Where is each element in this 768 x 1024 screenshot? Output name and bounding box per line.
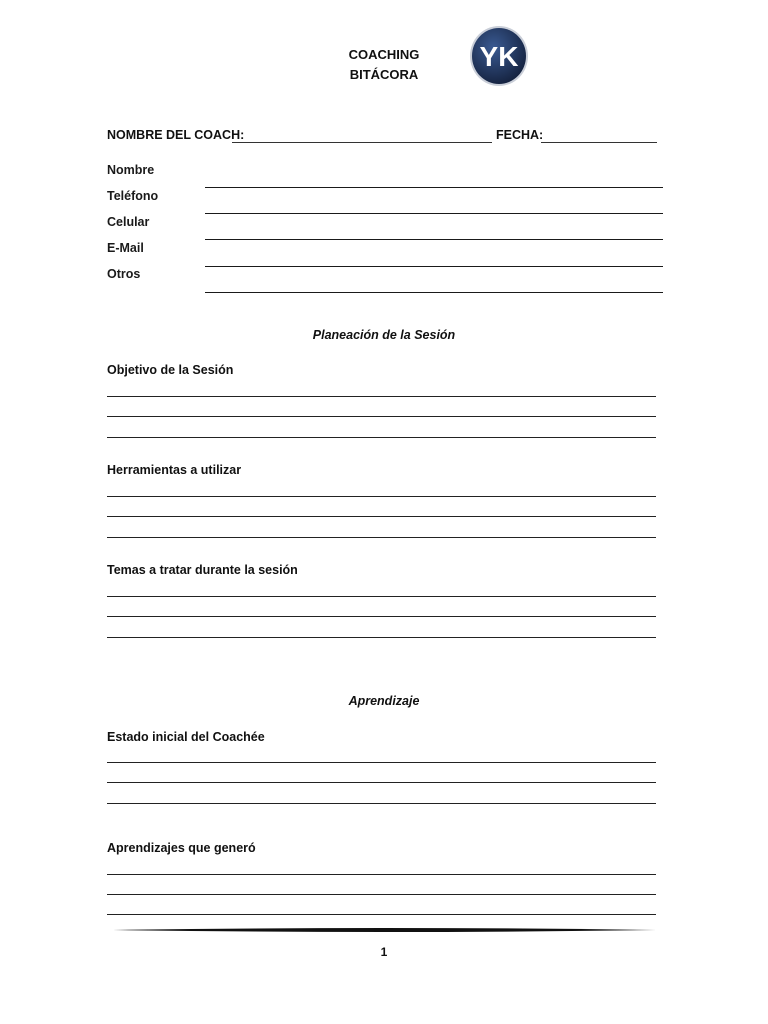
- question-objetivo: Objetivo de la Sesión: [107, 363, 234, 377]
- field-label-email: E-Mail: [107, 241, 144, 255]
- answer-line[interactable]: [107, 537, 656, 538]
- answer-line[interactable]: [107, 616, 656, 617]
- document-title-line2: BITÁCORA: [349, 67, 419, 82]
- field-line-email[interactable]: [205, 266, 663, 267]
- answer-line[interactable]: [107, 914, 656, 915]
- footer-divider: [113, 926, 656, 934]
- answer-line[interactable]: [107, 437, 656, 438]
- learning-heading: Aprendizaje: [348, 694, 420, 708]
- yk-logo: [469, 25, 529, 87]
- answer-line[interactable]: [107, 496, 656, 497]
- field-label-otros: Otros: [107, 267, 141, 281]
- field-line-nombre[interactable]: [205, 187, 663, 188]
- field-line-celular[interactable]: [205, 239, 663, 240]
- coach-name-field[interactable]: [232, 142, 492, 143]
- answer-line[interactable]: [107, 803, 656, 804]
- answer-line[interactable]: [107, 416, 656, 417]
- question-herramientas: Herramientas a utilizar: [107, 463, 242, 477]
- field-label-celular: Celular: [107, 215, 150, 229]
- field-label-nombre: Nombre: [107, 163, 155, 177]
- answer-line[interactable]: [107, 874, 656, 875]
- date-field[interactable]: [541, 142, 657, 143]
- answer-line[interactable]: [107, 894, 656, 895]
- field-line-otros[interactable]: [205, 292, 663, 293]
- answer-line[interactable]: [107, 782, 656, 783]
- answer-line[interactable]: [107, 516, 656, 517]
- coach-name-label: NOMBRE DEL COACH:: [107, 128, 245, 142]
- answer-line[interactable]: [107, 762, 656, 763]
- planning-heading: Planeación de la Sesión: [312, 328, 456, 342]
- document-title-line1: COACHING: [348, 47, 420, 62]
- date-label: FECHA:: [496, 128, 544, 142]
- question-temas: Temas a tratar durante la sesión: [107, 563, 298, 577]
- answer-line[interactable]: [107, 637, 656, 638]
- answer-line[interactable]: [107, 396, 656, 397]
- field-label-telefono: Teléfono: [107, 189, 159, 203]
- question-estado-inicial: Estado inicial del Coachée: [107, 730, 265, 744]
- page-number: 1: [380, 945, 388, 959]
- field-line-telefono[interactable]: [205, 213, 663, 214]
- question-aprendizajes: Aprendizajes que generó: [107, 841, 256, 855]
- answer-line[interactable]: [107, 596, 656, 597]
- logo-text: YK: [479, 41, 519, 72]
